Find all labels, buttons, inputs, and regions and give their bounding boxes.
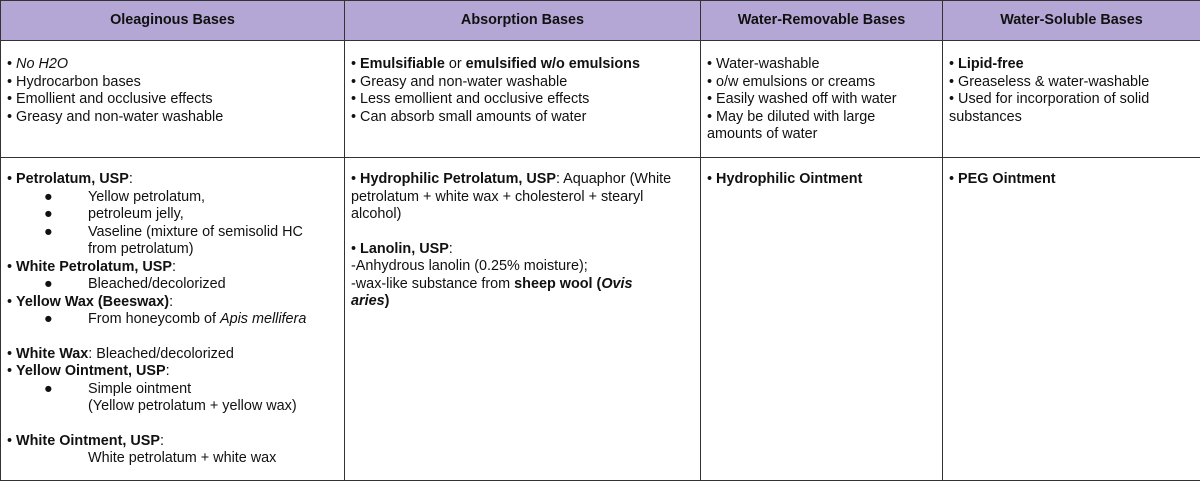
list-item: • Easily washed off with water [707, 91, 897, 107]
sub-item: ● Bleached/decolorized [44, 276, 226, 292]
header-row [1, 1, 1200, 41]
properties-oleaginous [1, 41, 345, 158]
examples-water-removable [701, 158, 943, 481]
list-item: • Water-washable [707, 56, 820, 72]
header-absorption: Absorption Bases [345, 1, 701, 41]
header-oleaginous: Oleaginous Bases [1, 1, 345, 41]
example-heading: • Petrolatum, USP: [7, 171, 133, 187]
example-heading: • Yellow Ointment, USP: [7, 363, 170, 379]
sub-item: ● petroleum jelly, [44, 206, 184, 222]
examples-oleaginous [1, 158, 345, 481]
sub-note: (Yellow petrolatum + yellow wax) [88, 398, 297, 414]
example-line: -wax-like substance from sheep wool (Ovis aries) [351, 275, 633, 309]
sub-item: ● Yellow petrolatum, [44, 188, 206, 205]
list-item: • Hydrocarbon bases [7, 73, 141, 90]
header-water-soluble: Water-Soluble Bases [943, 1, 1200, 41]
examples-water-soluble [943, 158, 1200, 481]
sub-item: ● Vaseline (mixture of semisolid HC from petrolatum) [44, 223, 303, 257]
list-item: • No H2O [7, 56, 69, 72]
properties-absorption [345, 41, 701, 158]
example-heading: • White Wax: Bleached/decolorized [7, 345, 234, 362]
list-item: • Emollient and occlusive effects [7, 91, 213, 107]
list-item: • Greasy and non-water washable [7, 108, 224, 125]
list-item: • Less emollient and occlusive effects [351, 91, 590, 107]
list-item: • Emulsifiable or emulsified w/o emulsions [351, 56, 640, 72]
example-heading: • White Petrolatum, USP: [7, 258, 176, 275]
example-heading: • Lanolin, USP: [351, 240, 453, 257]
list-item: • Greaseless & water-washable [949, 73, 1150, 90]
list-item: • Lipid-free [949, 56, 1024, 72]
example-line: -Anhydrous lanolin (0.25% moisture); [351, 258, 588, 274]
list-item: • Can absorb small amounts of water [351, 108, 587, 125]
properties-row [1, 41, 1200, 158]
example-heading: • Hydrophilic Petrolatum, USP: Aquaphor (White petrolatum + white wax + cholesterol + stearyl alcohol) [351, 171, 672, 222]
examples-row [1, 158, 1200, 481]
sub-note: White petrolatum + white wax [88, 450, 277, 466]
properties-water-removable [701, 41, 943, 158]
example-heading: • Yellow Wax (Beeswax): [7, 293, 174, 310]
header-water-removable: Water-Removable Bases [701, 1, 943, 41]
example-heading: • PEG Ointment [949, 171, 1056, 187]
properties-water-soluble [943, 41, 1200, 158]
example-heading: • White Ointment, USP: [7, 432, 164, 449]
list-item: • May be diluted with large amounts of water [707, 108, 876, 142]
sub-item: ● From honeycomb of Apis mellifera [44, 311, 307, 327]
examples-absorption [345, 158, 701, 481]
list-item: • Used for incorporation of solid substances [949, 91, 1150, 125]
sub-item: ● Simple ointment [44, 380, 192, 397]
list-item: • o/w emulsions or creams [707, 73, 876, 90]
example-heading: • Hydrophilic Ointment [707, 171, 863, 187]
list-item: • Greasy and non-water washable [351, 73, 568, 90]
